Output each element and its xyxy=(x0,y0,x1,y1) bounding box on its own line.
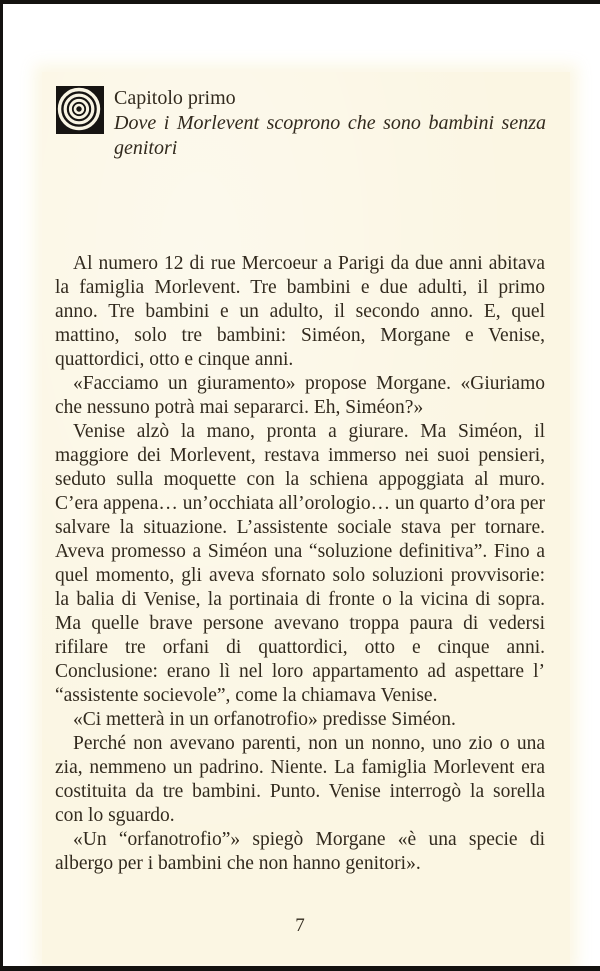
paragraph-3: Venise alzò la mano, pronta a giurare. Ma Siméon, il maggiore dei Morlevent, restava immerso nei suoi pensieri, seduto sulla moquette con la schiena appoggiata al muro. C’era appena… un’occhiata all’orologio… un quarto d’ora per salvare la situazione. L’assistente sociale stava per tornare. Aveva promesso a Siméon una “soluzione definitiva”. Fino a quel momento, gli aveva sfornato solo soluzioni provvisorie: la balia di Venise, la portinaia di fronte o la vicina di sopra. Ma quelle brave persone avevano troppa paura di vedersi rifilare tre orfani di quattordici, otto e cinque anni. Conclusione: erano lì nel loro appartamento ad aspettare l’ “assistente socievole”, come la chiamava Venise. xyxy=(55,421,546,706)
chapter-titles xyxy=(114,86,546,161)
chapter-subtitle: Dove i Morlevent scoprono che sono bambini senza genitori xyxy=(114,112,546,159)
page-number: 7 xyxy=(295,915,305,936)
chapter-label: Capitolo primo xyxy=(114,87,236,109)
scan-border-bottom xyxy=(0,966,600,971)
scan-border-left xyxy=(0,0,3,971)
paragraph-4: «Ci metterà in un orfanotrofio» predisse Siméon. xyxy=(73,709,456,730)
paragraph-5: Perché non avevano parenti, non un nonno, uno zio o una zia, nemmeno un padrino. Niente. La famiglia Morlevent era costituita da tre bambini. Punto. Venise interrogò la sorella con lo sguardo. xyxy=(55,733,545,826)
concentric-circles-icon xyxy=(56,86,104,134)
chapter-header xyxy=(56,86,546,161)
paragraph-6: «Un “orfanotrofio”» spiegò Morgane «è una specie di albergo per i bambini che non hanno genitori». xyxy=(55,829,545,874)
paragraph-2: «Facciamo un giuramento» propose Morgane. «Giuriamo che nessuno potrà mai separarci. Eh, Siméon?» xyxy=(55,373,545,418)
scan-border-top xyxy=(0,0,600,4)
body-text xyxy=(55,252,545,876)
book-page xyxy=(42,72,570,964)
paragraph-1: Al numero 12 di rue Mercoeur a Parigi da due anni abitava la famiglia Morlevent. Tre bambini e due adulti, il primo anno. Tre bambini e un adulto, il secondo anno. E, quel mattino, solo tre bambini: Siméon, Morgane e Venise, quattordici, otto e cinque anni. xyxy=(55,253,545,370)
